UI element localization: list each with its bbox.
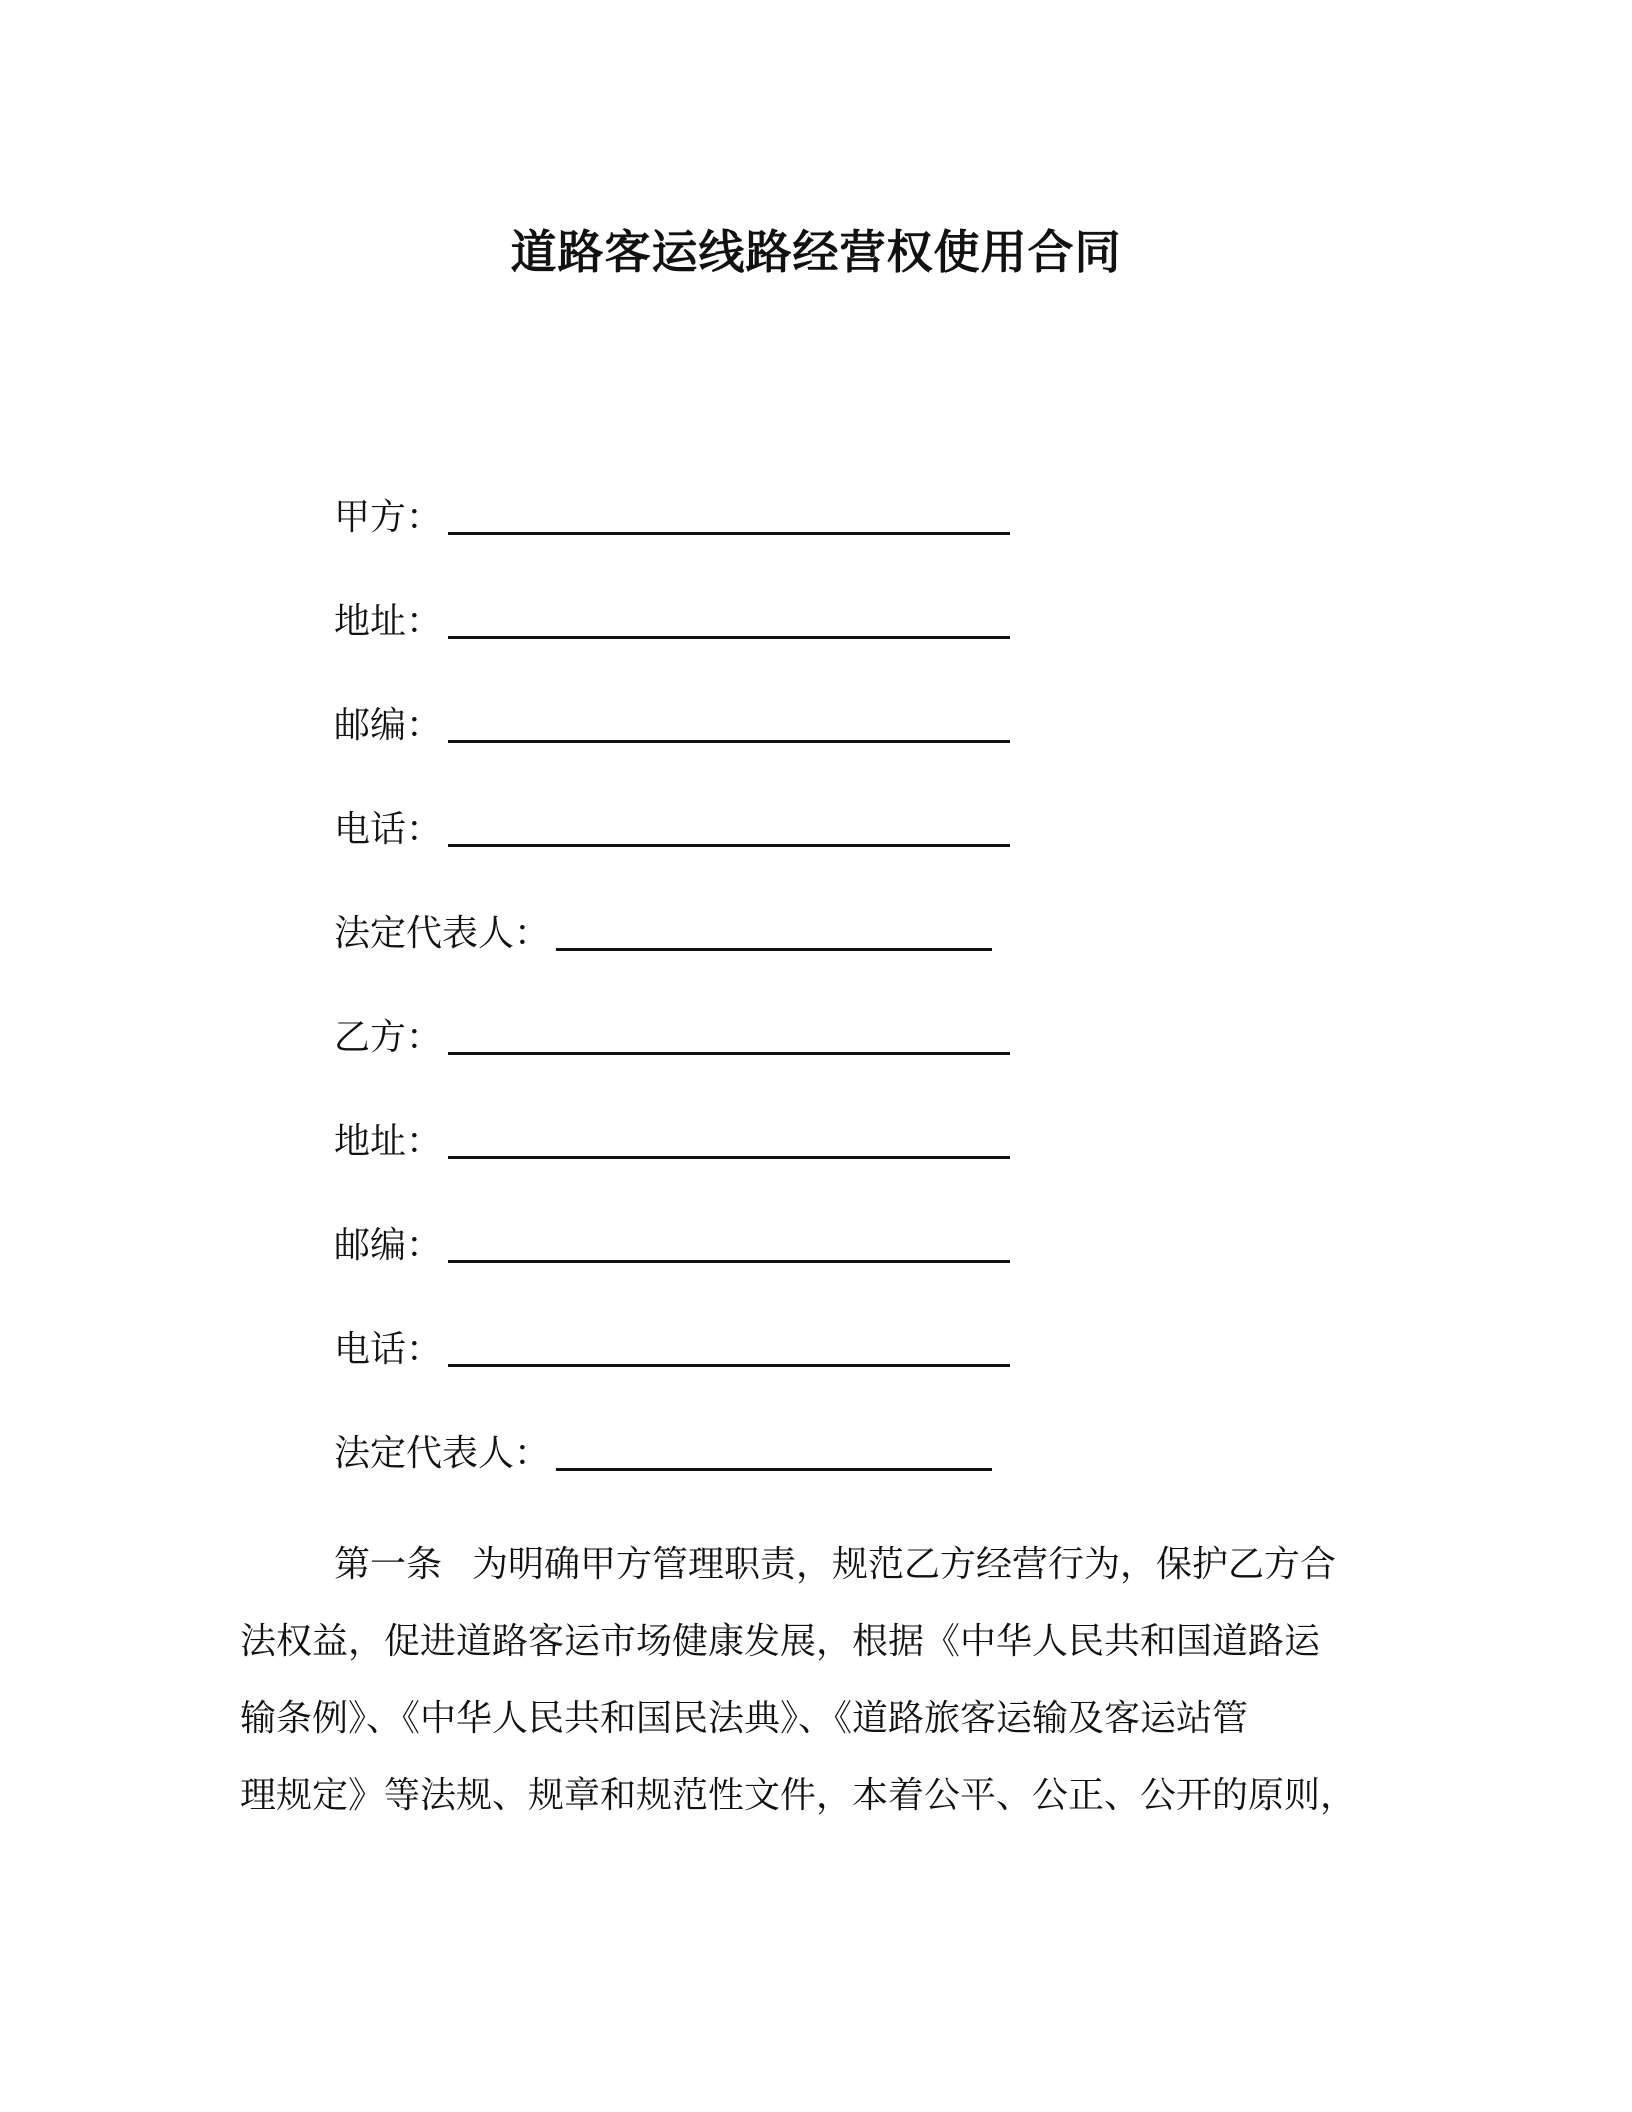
party-b-postcode-field bbox=[334, 1216, 1010, 1276]
party-a-address-label: 地址： bbox=[334, 601, 443, 642]
party-a-postcode-blank[interactable] bbox=[448, 696, 1010, 743]
party-b-name-field bbox=[334, 1008, 1010, 1068]
party-b-name-label: 乙方： bbox=[334, 1017, 443, 1058]
article-text: 为明确甲方管理职责，规范乙方经营行为，保护乙方合 bbox=[472, 1544, 1337, 1585]
party-b-address-field bbox=[334, 1112, 1010, 1172]
party-b-address-blank[interactable] bbox=[448, 1112, 1010, 1159]
party-b-postcode-label: 邮编： bbox=[334, 1225, 443, 1266]
party-b-phone-blank[interactable] bbox=[448, 1320, 1010, 1367]
party-a-name-label: 甲方： bbox=[334, 497, 443, 538]
party-b-postcode-blank[interactable] bbox=[448, 1216, 1010, 1263]
party-b-phone-label: 电话： bbox=[334, 1329, 443, 1370]
party-a-address-field bbox=[334, 592, 1010, 652]
party-a-legal-rep-blank[interactable] bbox=[556, 904, 992, 951]
party-a-legal-rep-field bbox=[334, 904, 992, 964]
party-b-phone-field bbox=[334, 1320, 1010, 1380]
article-line: 理规定》等法规、规章和规范性文件，本着公平、公正、公开的原则， bbox=[240, 1775, 1357, 1816]
party-a-phone-label: 电话： bbox=[334, 809, 443, 850]
article-number: 第一条 bbox=[334, 1544, 443, 1585]
article-line bbox=[240, 1526, 1386, 1603]
party-a-phone-blank[interactable] bbox=[448, 800, 1010, 847]
party-a-postcode-field bbox=[334, 696, 1010, 756]
party-a-postcode-label: 邮编： bbox=[334, 705, 443, 746]
article-1-paragraph bbox=[240, 1526, 1386, 1834]
party-a-name-field bbox=[334, 488, 1010, 548]
party-a-name-blank[interactable] bbox=[448, 488, 1010, 535]
party-a-phone-field bbox=[334, 800, 1010, 860]
article-line: 法权益，促进道路客运市场健康发展，根据《中华人民共和国道路运 bbox=[240, 1621, 1321, 1662]
party-b-legal-rep-field bbox=[334, 1424, 992, 1484]
party-a-legal-rep-label: 法定代表人： bbox=[334, 913, 551, 954]
party-b-legal-rep-blank[interactable] bbox=[556, 1424, 992, 1471]
party-a-address-blank[interactable] bbox=[448, 592, 1010, 639]
article-line: 输条例》、《中华人民共和国民法典》、《道路旅客运输及客运站管 bbox=[240, 1698, 1249, 1739]
party-b-name-blank[interactable] bbox=[448, 1008, 1010, 1055]
party-b-legal-rep-label: 法定代表人： bbox=[334, 1433, 551, 1474]
party-b-address-label: 地址： bbox=[334, 1121, 443, 1162]
document-title: 道路客运线路经营权使用合同 bbox=[510, 225, 1122, 279]
